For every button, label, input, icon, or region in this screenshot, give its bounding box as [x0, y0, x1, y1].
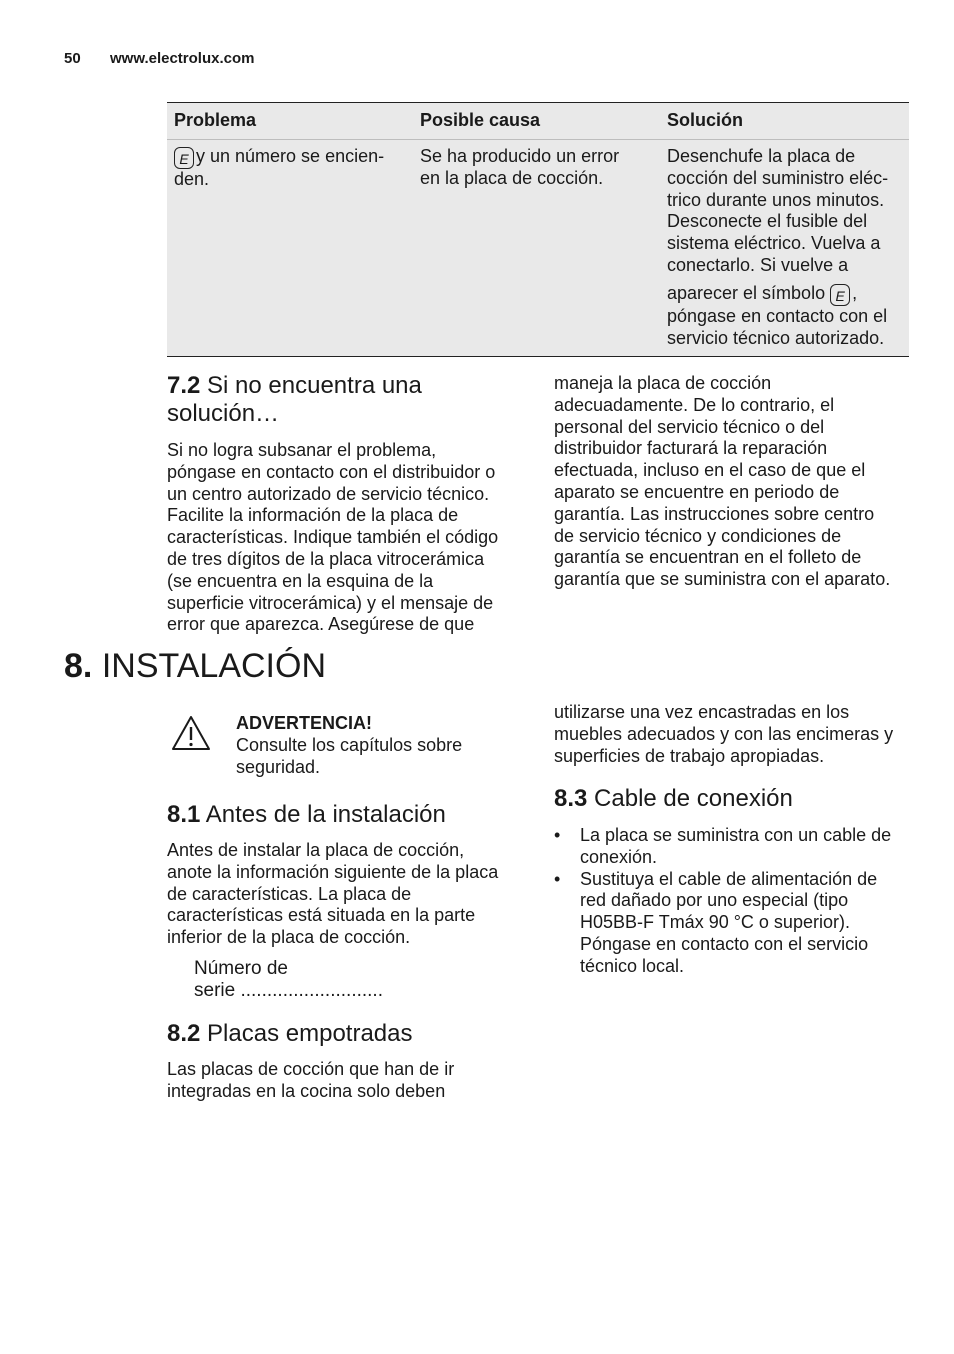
section-8-1-heading: 8.1 Antes de la instalación [167, 801, 446, 828]
section-8-1-text: Antes de instalar la placa de cocción, anote la información siguiente de la placa de características. La placa de características está situada en la parte inferior de la placa de cocción. [167, 840, 499, 948]
list-item: • Sustituya el cable de alimentación de red dañado por uno especial (tipo H05BB-F Tmáx 90 °C o superior). Póngase en contacto con el servicio técnico local. [554, 868, 878, 976]
error-e-icon: E [830, 284, 850, 306]
chapter-8-heading: 8. INSTALACIÓN [64, 647, 326, 685]
solution-line: conectarlo. Si vuelve a [667, 254, 849, 275]
list-item: • La placa se suministra con un cable de conexión. [554, 825, 892, 867]
warning-triangle-icon [170, 714, 212, 752]
table-header-row [167, 103, 909, 140]
column-header-problema: Problema [174, 110, 257, 130]
section-8-2-heading: 8.2 Placas empotradas [167, 1020, 413, 1047]
website-url: www.electrolux.com [110, 50, 255, 67]
solution-line: sistema eléctrico. Vuelva a [667, 233, 881, 254]
serial-number-field: Número de serie ........................... [194, 958, 383, 1001]
cause-line: Se ha producido un error [420, 146, 620, 166]
section-7-2-text-right: maneja la placa de cocción adecuadamente. De lo contrario, el personal del servicio técnico o del distribuidor facturará la reparación efectuada, incluso en el caso de que el aparato se encuentre en periodo de garantía. Las instrucciones sobre centro de servicio técnico y condiciones de garantía se encuentran en el folleto de garantía que se suministra con el aparato. [554, 373, 891, 590]
section-8-2-text-right: utilizarse una vez encastradas en los muebles adecuados y con las encimeras y superficies de trabajo apropiadas. [554, 702, 894, 766]
bullet-mark: • [554, 868, 561, 889]
cause-cell [420, 146, 652, 190]
solution-line: servicio técnico autorizado. [667, 327, 885, 348]
section-8-3-bullet-list [554, 825, 891, 978]
section-7-2-heading: 7.2 Si no encuentra una solución… [167, 372, 422, 427]
solution-line: aparecer el símbolo E , [667, 282, 858, 304]
error-e-icon: E [174, 147, 194, 169]
warning-line: Consulte los capítulos sobre [236, 734, 463, 755]
warning-title: ADVERTENCIA! [236, 713, 373, 733]
table-row [167, 140, 909, 356]
solution-line: trico durante unos minutos. [667, 189, 885, 210]
warning-line: seguridad. [236, 756, 321, 777]
solution-cell [667, 146, 903, 349]
solution-line: Desconecte el fusible del [667, 211, 868, 232]
section-8-2-text-left: Las placas de cocción que han de ir integradas en la cocina solo deben [167, 1059, 455, 1101]
solution-line: Desenchufe la placa de [667, 146, 856, 166]
problem-line: E y un número se encien- [174, 146, 406, 169]
problem-cell [174, 146, 406, 191]
cause-line: en la placa de cocción. [420, 167, 604, 188]
section-8-3-heading: 8.3 Cable de conexión [554, 785, 793, 812]
solution-line: cocción del suministro eléc- [667, 167, 889, 188]
warning-block [236, 713, 462, 778]
problem-line: den. [174, 169, 210, 189]
bullet-mark: • [554, 825, 561, 845]
troubleshooting-table [167, 102, 909, 357]
column-header-posible-causa: Posible causa [420, 110, 541, 130]
column-header-solucion: Solución [667, 110, 743, 130]
solution-line: póngase en contacto con el [667, 305, 888, 326]
page-number: 50 [64, 50, 81, 67]
section-7-2-text-left: Si no logra subsanar el problema, póngase en contacto con el distribuidor o un centro autorizado de servicio técnico. Facilite la información de la placa de características. Indique también el código de tres dígitos de la placa vitrocerámica (se encuentra en la esquina de la superficie vitrocerámica) y el mensaje de error que aparezca. Asegúrese de que [167, 440, 499, 635]
